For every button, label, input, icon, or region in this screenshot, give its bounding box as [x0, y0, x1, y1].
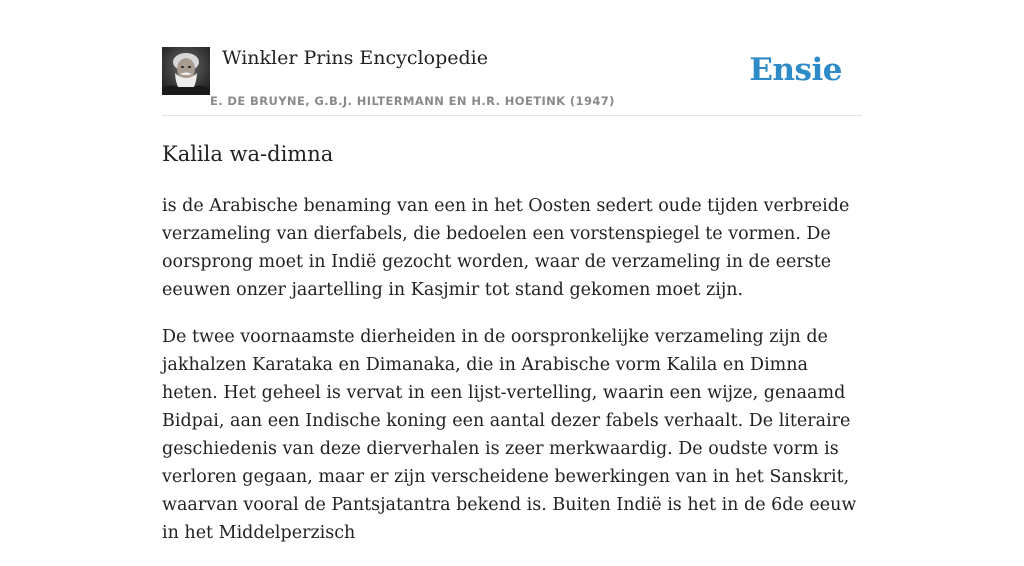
site-subtitle: E. DE BRUYNE, G.B.J. HILTERMANN EN H.R. HOETINK (1947) [210, 94, 615, 108]
article-title: Kalila wa-dimna [162, 142, 334, 166]
site-header [162, 0, 862, 116]
brand-logo[interactable]: Ensie [749, 52, 842, 88]
author-portrait[interactable] [162, 47, 210, 95]
portrait-image [162, 47, 210, 95]
content-container [162, 0, 862, 543]
site-title[interactable]: Winkler Prins Encyclopedie [222, 47, 488, 69]
article-paragraph: is de Arabische benaming van een in het Oosten sedert oude tijden verbreide verzameling van dierfabels, die bedoelen een vorstenspiegel te vormen. De oorsprong moet in Indië gezocht worden, waar de verzameling in de eerste eeuwen onzer jaartelling in Kasjmir tot stand gekomen moet zijn. [162, 196, 850, 300]
article-paragraph: De twee voornaamste dierheiden in de oorspronkelijke verzameling zijn de jakhalzen Karataka en Dimanaka, die in Arabische vorm Kalila en Dimna heten. Het geheel is vervat in een lijst-vertelling, waarin een wijze, genaamd Bidpai, aan een Indische koning een aantal dezer fabels verhaalt. De literaire geschiedenis van deze dierverhalen is zeer merkwaardig. De oudste vorm is verloren gegaan, maar er zijn verscheidene bewerkingen van in het Sanskrit, waarvan vooral de Pantsjatantra bekend is. Buiten Indië is het in de 6de eeuw in het Middelperzisch [162, 327, 857, 543]
article-body [162, 192, 862, 566]
